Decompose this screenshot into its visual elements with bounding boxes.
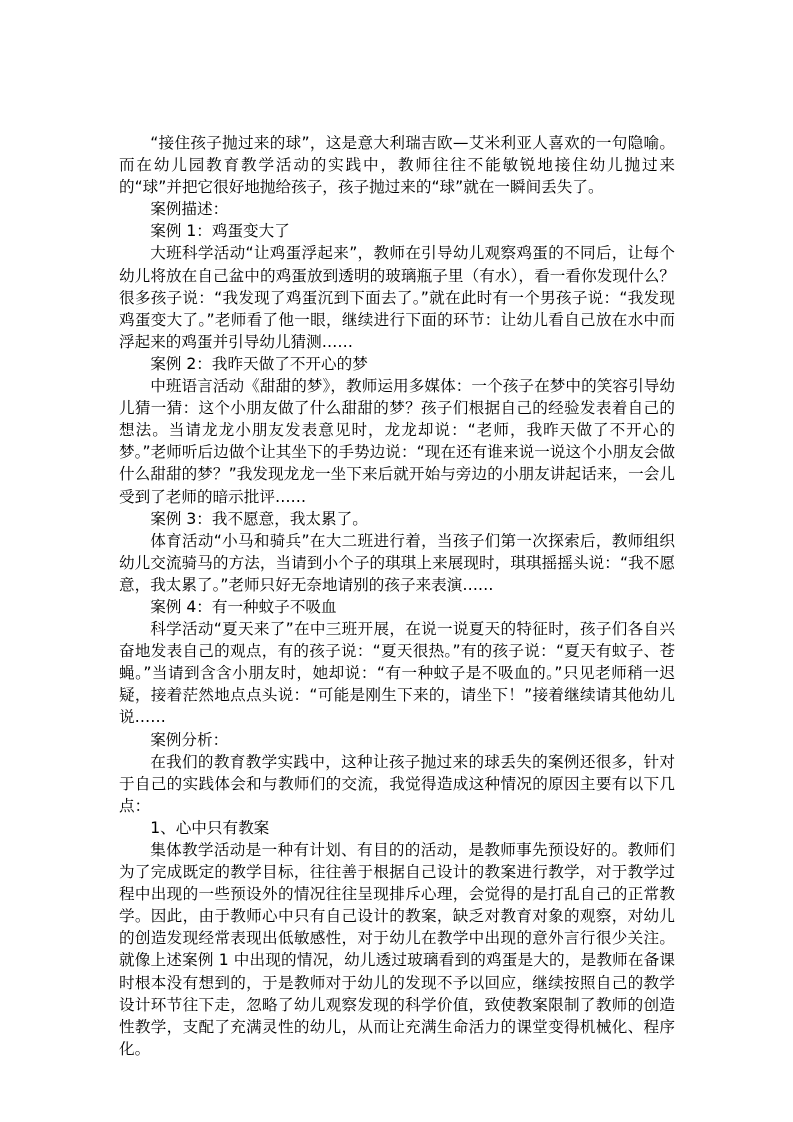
case-4-paragraph: 科学活动“夏天来了”在中三班开展，在说一说夏天的特征时，孩子们各自兴奋地发表自己的观点，有的孩子说：“夏天很热。”有的孩子说：“夏天有蚊子、苍蝇。”当请到含含小朋友时，她却说：“有一种蚊子是不吸血的。”只见老师稍一迟疑，接着茫然地点点头说：“可能是刚生下来的，请坐下！”接着继续请其他幼儿说…… [119, 620, 675, 727]
case-analysis-heading: 案例分析： [150, 730, 229, 749]
reason-1-paragraph: 集体教学活动是一种有计划、有目的的活动，是教师事先预设好的。教师们为了完成既定的教学目标，往往善于根据自己设计的教案进行教学，对于教学过程中出现的一些预设外的情况往往呈现排斥心理，会觉得的是打乱自己的正常教学。因此，由于教师心中只有自己设计的教案，缺乏对教育对象的观察，对幼儿的创造发现经常表现出低敏感性，对于幼儿在教学中出现的意外言行很少关注。就像上述案例 1 中出现的情况，幼儿透过玻璃看到的鸡蛋是大的，是教师在备课时根本没有想到的，于是教师对于幼儿的发现不予以回应，继续按照自己的教学设计环节往下走，忽略了幼儿观察发现的科学价值，致使教案限制了教师的创造性教学，支配了充满灵性的幼儿，从而让充满生命活力的课堂变得机械化、程序化。 [119, 841, 675, 1058]
case-3-heading: 案例 3：我不愿意，我太累了。 [150, 509, 368, 528]
intro-paragraph: “接住孩子抛过来的球”，这是意大利瑞吉欧—艾米利亚人喜欢的一句隐喻。而在幼儿园教育教学活动的实践中，教师往往不能敏锐地接住幼儿抛过来的“球”并把它很好地抛给孩子，孩子抛过来的“球”就在一瞬间丢失了。 [119, 134, 675, 197]
case-2-heading: 案例 2：我昨天做了不开心的梦 [150, 354, 368, 373]
case-description-heading: 案例描述： [150, 200, 229, 219]
case-4-heading: 案例 4：有一种蚊子不吸血 [150, 597, 337, 616]
case-1-heading: 案例 1：鸡蛋变大了 [150, 222, 290, 241]
case-3-paragraph: 体育活动“小马和骑兵”在大二班进行着，当孩子们第一次探索后，教师组织幼儿交流骑马的方法，当请到小个子的琪琪上来展现时，琪琪摇摇头说：“我不愿意，我太累了。”老师只好无奈地请别的孩子来表演…… [119, 531, 675, 594]
reason-1-heading: 1、心中只有教案 [150, 818, 270, 837]
document-page [119, 132, 675, 1060]
case-1-paragraph: 大班科学活动“让鸡蛋浮起来”，教师在引导幼儿观察鸡蛋的不同后，让每个幼儿将放在自己盆中的鸡蛋放到透明的玻璃瓶子里（有水），看一看你发现什么？很多孩子说：“我发现了鸡蛋沉到下面去了。”就在此时有一个男孩子说：“我发现鸡蛋变大了。”老师看了他一眼，继续进行下面的环节：让幼儿看自己放在水中而浮起来的鸡蛋并引导幼儿猜测…… [119, 244, 675, 351]
analysis-intro-paragraph: 在我们的教育教学实践中，这种让孩子抛过来的球丢失的案例还很多，针对于自己的实践体会和与教师们的交流，我觉得造成这种情况的原因主要有以下几点： [119, 752, 675, 815]
case-2-paragraph: 中班语言活动《甜甜的梦》，教师运用多媒体：一个孩子在梦中的笑容引导幼儿猜一猜：这个小朋友做了什么甜甜的梦？孩子们根据自己的经验发表着自己的想法。当请龙龙小朋友发表意见时，龙龙却说：“老师，我昨天做了不开心的梦。”老师听后边做个让其坐下的手势边说：“现在还有谁来说一说这个小朋友会做什么甜甜的梦？”我发现龙龙一坐下来后就开始与旁边的小朋友讲起话来，一会儿受到了老师的暗示批评…… [119, 377, 675, 506]
